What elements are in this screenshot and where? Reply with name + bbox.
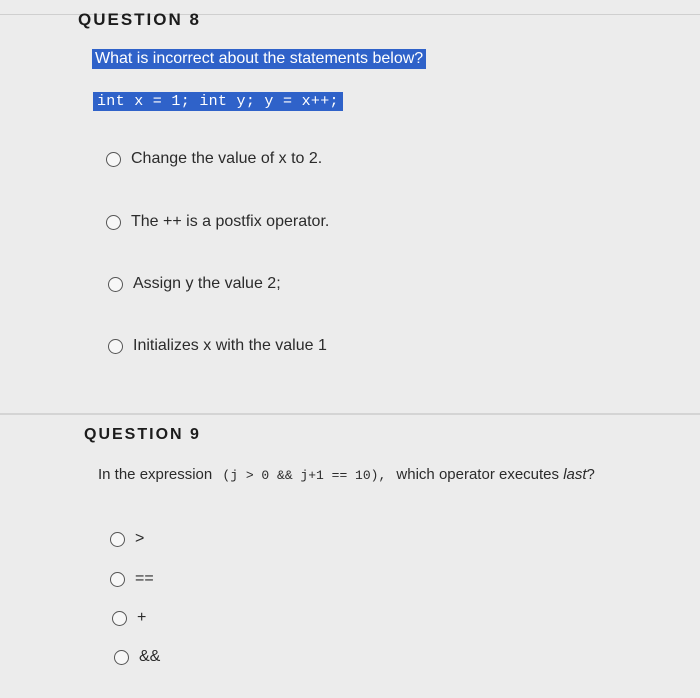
q9-option-1[interactable] (110, 530, 144, 548)
radio-button[interactable] (114, 650, 129, 665)
option-label: == (135, 570, 154, 587)
prompt-emphasis: last (563, 466, 587, 483)
radio-button[interactable] (108, 339, 123, 354)
radio-button[interactable] (110, 532, 125, 547)
q8-option-1[interactable] (106, 150, 322, 168)
option-label: + (137, 609, 147, 626)
q8-option-4[interactable] (108, 337, 327, 355)
option-label: > (135, 530, 145, 547)
question-9-prompt (98, 466, 595, 483)
section-divider (0, 413, 700, 415)
option-label: Initializes x with the value 1 (133, 337, 327, 354)
radio-button[interactable] (110, 572, 125, 587)
option-label: Assign y the value 2; (133, 275, 281, 292)
prompt-code: (j > 0 && j+1 == 10), (222, 468, 387, 483)
question-8-title: QUESTION 8 (78, 10, 201, 29)
q8-option-2[interactable] (106, 213, 329, 231)
q9-option-4[interactable] (114, 648, 160, 666)
q9-option-2[interactable] (110, 570, 154, 588)
q8-option-3[interactable] (108, 275, 281, 293)
question-9-title: QUESTION 9 (84, 426, 201, 443)
prompt-text: which operator executes (396, 466, 560, 483)
prompt-text: In the expression (98, 466, 213, 483)
radio-button[interactable] (108, 277, 123, 292)
option-label: && (139, 648, 161, 665)
radio-button[interactable] (106, 152, 121, 167)
option-label: The ++ is a postfix operator. (131, 213, 330, 230)
radio-button[interactable] (112, 611, 127, 626)
prompt-text: ? (586, 466, 595, 483)
question-8-code: int x = 1; int y; y = x++; (93, 92, 343, 111)
option-label: Change the value of x to 2. (131, 150, 323, 167)
radio-button[interactable] (106, 215, 121, 230)
q9-option-3[interactable] (112, 609, 146, 627)
question-8-prompt: What is incorrect about the statements below? (92, 49, 426, 69)
